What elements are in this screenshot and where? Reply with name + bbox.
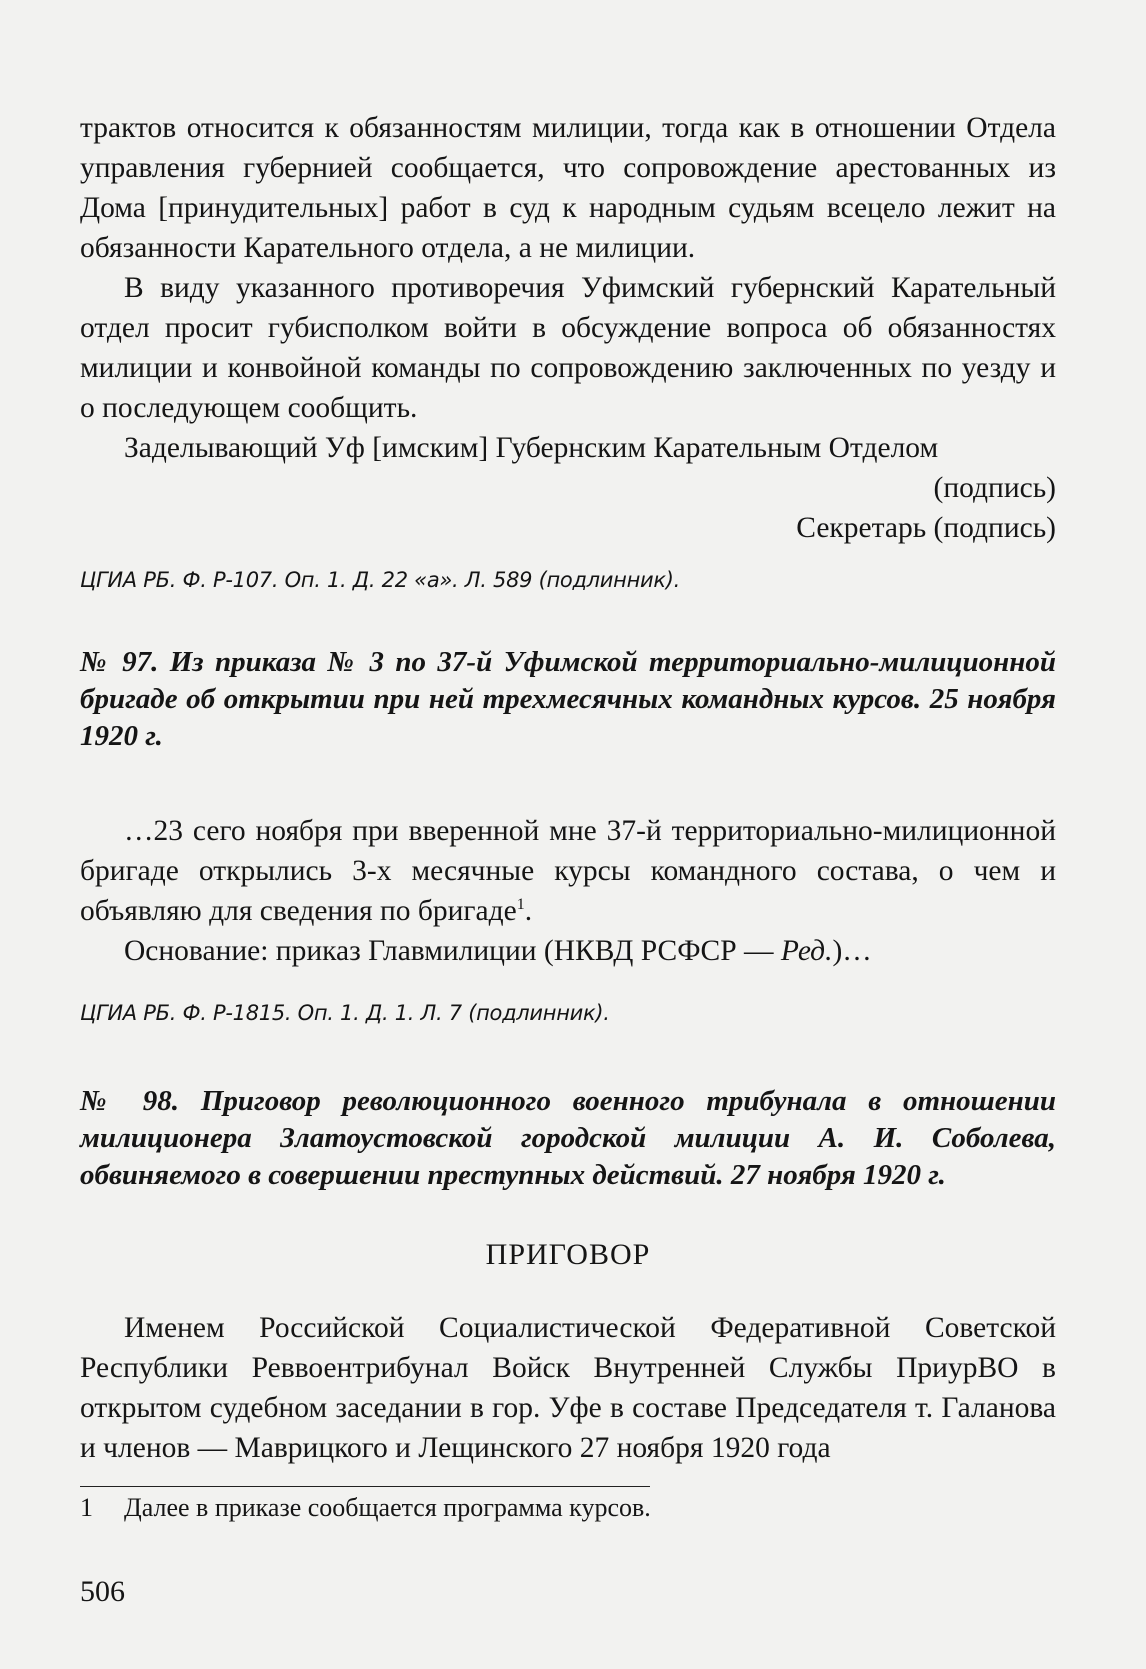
verdict-heading: ПРИГОВОР [485, 1238, 651, 1271]
basis-prefix: Основание: приказ Главмилиции (НКВД РСФСР — [124, 935, 781, 967]
footnote-text: Далее в приказе сообщается программа курсов. [124, 1493, 651, 1522]
footnote [80, 1491, 1056, 1525]
signature-head: Заделывающий Уф [имским] Губернским Карательным Отделом [124, 432, 939, 464]
basis-suffix: )… [832, 935, 872, 967]
signature-head-sign: (подпись) [933, 472, 1056, 504]
document-97-body-text: …23 сего ноября при вверенной мне 37-й территориально-милиционной бригаде открылись 3-х месячные курсы командного состава, о чем и объявляю для сведения по бригаде [80, 815, 1056, 927]
archive-source-2: ЦГИА РБ. Ф. Р-1815. Оп. 1. Д. 1. Л. 7 (подлинник). [80, 1001, 610, 1025]
basis-editor-note: Ред. [780, 935, 833, 967]
document-97-title: № 97. Из приказа № 3 по 37-й Уфимской территориально-милиционной бригаде об открытии при ней трехмесячных командных курсов. 25 ноября 1920 г. [80, 646, 1056, 752]
paragraph-continuation: трактов относится к обязанностям милиции, тогда как в отношении Отдела управления губернией сообщается, что сопровождение арестованных из Дома [принудительных] работ в суд к народным судьям всецело лежит на обязанности Карательного отдела, а не милиции. [80, 112, 1056, 264]
document-98-body: Именем Российской Социалистической Федеративной Советской Республики Реввоентрибунал Войск Внутренней Службы ПриурВО в открытом судебном заседании в гор. Уфе в составе Председателя т. Галанова и членов — Маврицкого и Лещинского 27 ноября 1920 года [80, 1312, 1056, 1464]
paragraph-contradiction: В виду указанного противоречия Уфимский губернский Карательный отдел просит губисполком войти в обсуждение вопроса об обязанностях милиции и конвойной команды по сопровождению заключенных по уезду и о последующем сообщить. [80, 272, 1056, 424]
document-97-basis [80, 931, 1056, 971]
footnote-reference[interactable]: 1 [516, 896, 525, 914]
signature-secretary: Секретарь (подпись) [796, 512, 1056, 544]
archive-source-1: ЦГИА РБ. Ф. Р-107. Оп. 1. Д. 22 «а». Л. 589 (подлинник). [80, 568, 681, 592]
footnote-divider [80, 1486, 650, 1487]
document-98-title: № 98. Приговор революционного военного трибунала в отношении милиционера Златоустовской городской милиции А. И. Соболева, обвиняемого в совершении преступных действий. 27 ноября 1920 г. [80, 1085, 1056, 1191]
document-97-body: …23 сего ноября при вверенной мне 37-й территориально-милиционной бригаде открылись 3-х месячные курсы командного состава, о чем и объявляю для сведения по бригаде$^1$. [80, 815, 1056, 927]
page-number: 506 [80, 1575, 125, 1608]
footnote-number: 1 [80, 1493, 93, 1522]
